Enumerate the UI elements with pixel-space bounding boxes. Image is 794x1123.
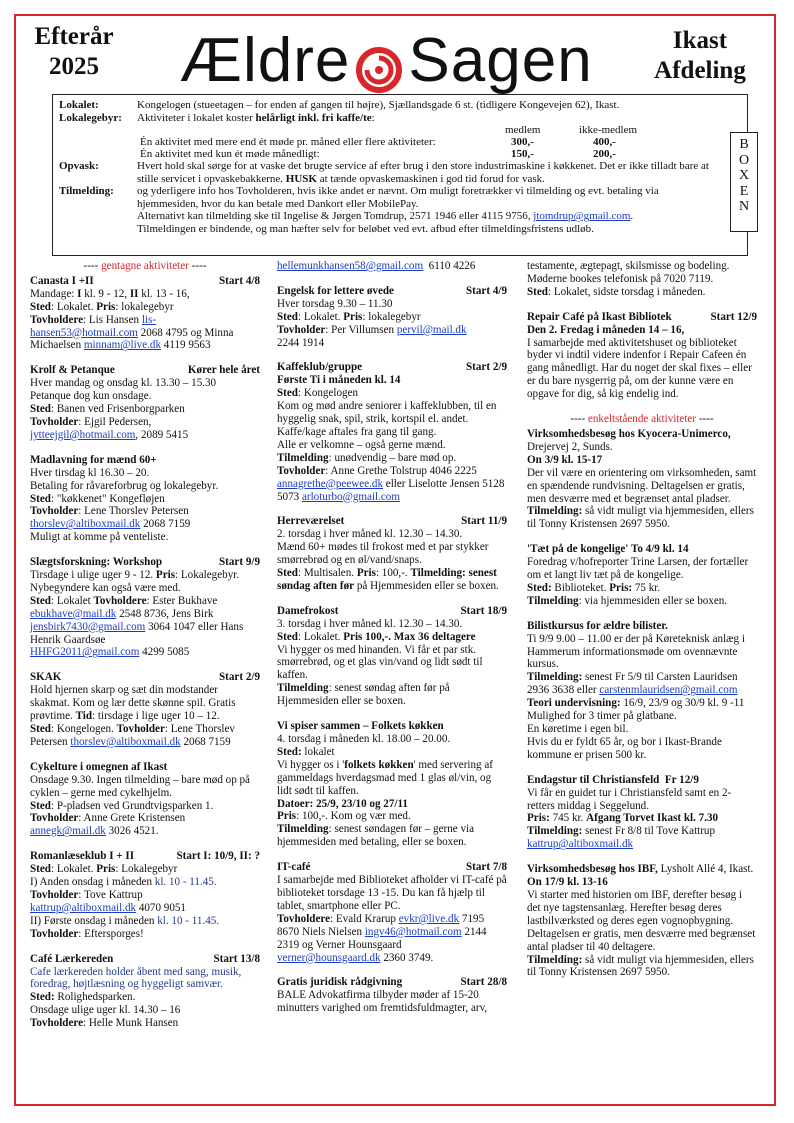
email-link[interactable]: kattrup@altiboxmail.dk: [30, 901, 137, 914]
price-member: 150,-: [511, 148, 534, 160]
column-2: [277, 260, 507, 1027]
price-row-label: Én aktivitet med mere end ét møde pr. måned eller flere aktiviteter:: [140, 136, 436, 148]
branch-word: Afdeling: [654, 57, 746, 84]
logo-text-part1: Ældre: [180, 26, 351, 95]
info-label: Tilmelding:: [59, 185, 114, 197]
activity-it-cafe: IT-café Start 7/8 I samarbejde med Biblioteket afholder vi IT-café på biblioteket torsdage 13 -15. Du kan få hjælp til tablet, smartphone eller PC. Tovholdere: Evald Krarup evkr@live.dk 7195 8670 Niels Nielsen ingv46@hotmail.com 2144 2319 og Verner Hounsgaard verner@hounsgaard.dk 2360 3749.: [277, 861, 507, 964]
email-link[interactable]: arloturbo@gmail.com: [301, 490, 400, 503]
email-link[interactable]: hellemunkhansen58@gmail.com: [277, 260, 424, 272]
info-label: Lokalegebyr:: [59, 111, 122, 124]
info-opvask: [59, 160, 741, 185]
email-link[interactable]: minnam@live.dk: [83, 339, 161, 352]
activity-repair-cafe: Repair Café på Ikast Bibliotek Start 12/9 Den 2. Fredag i måneden 14 – 16, I samarbejde med aktivitetshuset og biblioteket byder vi indtil videre indenfor i Repair Cafeen én gang månedligt. Har du noget der skal fixes – eller er du bare nysgerrig på, om der kunne være en opgave for dig, så kig endelig ind.: [527, 310, 757, 401]
year-text: 2025: [49, 53, 99, 80]
branch-city: Ikast: [672, 27, 728, 54]
season-label: [24, 22, 124, 82]
info-value: Hvert hold skal sørge for at vaske det brugte service af efter brug i den store industrimaskine i køkkenet. Det er ikke tilladt bare at stille servicet i opvaskebakkerne. HUSK at tænde opvaskemaskinen i god tid forud for vask.: [137, 160, 709, 185]
activity-damefrokost: Damefrokost Start 18/9 3. torsdag i hver måned kl. 12.30 – 14.30. Sted: Lokalet. Pris 100,-. Max 36 deltagere Vi hygger os med hinanden. Vi får et par stk. smørrebrød, og et glas vin/vand og lidt sødt til kaffen. Tilmelding: senest søndag aften før på Hjemmesiden eller se boxen.: [277, 604, 507, 708]
activity-christiansfeld: Endagstur til Christiansfeld Fr 12/9 Vi får en guidet tur i Christiansfeld samt en 2-retters middag i Seggelund. Pris: 745 kr. Afgang Torvet Ikast kl. 7.30 Tilmelding: senest Fr 8/8 til Tove Kattrup kattrup@altiboxmail.dk: [527, 773, 732, 851]
activity-cafe-contact: hellemunkhansen58@gmail.com 6110 4226: [277, 260, 476, 272]
column-3: [527, 260, 757, 991]
activity-canasta: Canasta I +II Start 4/8 Mandage: I kl. 9 - 12, II kl. 13 - 16, Sted: Lokalet. Pris: lokalegebyr Tovholdere: Lis Hansen lis-hansen53@hotmail.com 2068 4795 og Minna Michaelsen minnam@live.dk 4119 9563: [30, 274, 260, 352]
price-member: 300,-: [511, 136, 534, 148]
activity-juridisk: Gratis juridisk rådgivning Start 28/8 BALE Advokatfirma tilbyder møder af 15-20 minutters varighed om fremtidsfuldmagter, arv,: [277, 976, 507, 1015]
activity-cykelture: Cykelture i omegnen af Ikast Onsdage 9.30. Ingen tilmelding – bare mød op på cyklen – gerne med cykelhjelm. Sted: P-pladsen ved Grundtvigsparken 1. Tovholder: Anne Grete Kristensen annegk@mail.dk 3026 4521.: [30, 760, 250, 838]
activity-ibf: Virksomhedsbesøg hos IBF, Lysholt Allé 4, Ikast. On 17/9 kl. 13-16 Vi starter med historien om IBF, derefter besøg i det nye tagstensanlæg. Herefter besøg deres lastbilværksted og deres egen vognopbygning. Deltagelsen er gratis, men desværre med begrænset antal pladser til 40 deltagere. Tilmelding: så vidt muligt via hjemmesiden, ellers til Tonny Kristensen 2697 5950.: [527, 863, 756, 979]
email-link[interactable]: lis-hansen53@hotmail.com: [30, 313, 157, 339]
email-link[interactable]: annegk@mail.dk: [30, 825, 106, 838]
activity-kaffeklub: Kaffeklub/gruppe Start 2/9 Første Ti i måneden kl. 14 Sted: Kongelogen Kom og mød andre seniorer i kaffeklubben, til en hyggelig snak, spil, strik, kortspil el. andet. Kaffe/kage aftales fra gang til gang. Alle er velkomne – også gerne mænd. Tilmelding: unødvendig – bare mød op. Tovholder: Anne Grethe Tolstrup 4046 2225 annagrethe@peewee.dk eller Liselotte Jensen 5128 5073 arloturbo@gmail.com: [277, 361, 507, 503]
email-link[interactable]: ebukhave@mail.dk: [30, 607, 117, 620]
email-link[interactable]: jensbirk7430@gmail.com: [30, 620, 146, 633]
info-value: og yderligere info hos Tovholderen, hvis ikke andet er nævnt. Om muligt foretrækker vi tilmelding og evt. betaling via hjemmesiden, hvor du kan betale med Dankort eller MobilePay. Alternativt kan tilmelding ske til Ingelise & Jørgen Tomdrup, 2571 1946 eller 4115 9756, jtomdrup@gmail.com. Tilmeldingen er bindende, og man hæfter selv for beløbet ved evt. afbud efter tilmeldingsfristens udløb.: [137, 185, 659, 235]
activity-kyocera: Virksomhedsbesøg hos Kyocera-Unimerco, Drejervej 2, Sunds. On 3/9 kl. 15-17 Der vil være en orientering om virksomheden, samt en spændende rundvisning. Deltagelsen er gratis, men desværre med et begrænset antal pladser. Tilmelding: så vidt muligt via hjemmesiden, ellers til Tonny Kristensen 2697 5950.: [527, 427, 757, 531]
email-link[interactable]: jytteejgil@hotmail.com: [30, 428, 136, 441]
activity-cafe-laerkereden: Café Lærkereden Start 13/8 Cafe lærkereden holder åbent med sang, musik, foredrag, højtlæsning og hyggeligt samvær. Sted: Rolighedsparken. Onsdage ulige uger kl. 14.30 – 16 Tovholdere: Helle Munk Hansen: [30, 952, 260, 1030]
email-link[interactable]: thorslev@altiboxmail.dk: [70, 735, 181, 748]
email-link[interactable]: jtomdrup@gmail.com: [533, 210, 631, 222]
section-heading-recurring: ---- gentagne aktiviteter ----: [83, 260, 207, 272]
price-header-nonmember: ikke-medlem: [579, 124, 638, 136]
info-lokalet: [59, 99, 741, 112]
activity-taet-paa-kongelige: 'Tæt på de kongelige' To 4/9 kl. 14 Foredrag v/hofreporter Trine Larsen, der fortæller om et langt liv tæt på de kongelige. Sted: Biblioteket. Pris: 75 kr. Tilmelding: via hjemmesiden eller se boxen.: [527, 543, 749, 607]
activity-slaegtsforskning: Slægtsforskning: Workshop Start 9/9 Tirsdage i ulige uger 9 - 12. Pris: Lokalegebyr. Nybegyndere kan også være med. Sted: Lokalet Tovholdere: Ester Bukhave ebukhave@mail.dk 2548 8736, Jens Birk jensbirk7430@gmail.com 3064 1047 eller Hans Henrik Gaardsøe HHFG2011@gmail.com 4299 5085: [30, 556, 260, 659]
section-heading-single: ---- enkeltstående aktiviteter ----: [570, 413, 714, 426]
aeldre-sagen-logo: [180, 26, 593, 96]
activity-herrevaerelset: Herreværelset Start 11/9 2. torsdag i hver måned kl. 12.30 – 14.30. Mænd 60+ mødes til frokost med et par stykker smørrebrød og en øl/vand/snaps. Sted: Multisalen. Pris: 100,-. Tilmelding: senest søndag aften før på Hjemmesiden eller se boxen.: [277, 515, 507, 592]
logo-text-part2: Sagen: [408, 26, 593, 95]
price-header-member: medlem: [505, 124, 541, 136]
email-link[interactable]: pervil@mail.dk: [396, 323, 467, 336]
email-link[interactable]: kattrup@altiboxmail.dk: [527, 838, 634, 851]
email-link[interactable]: verner@hounsgaard.dk: [277, 951, 381, 964]
price-nonmember: 400,-: [593, 136, 616, 148]
email-link[interactable]: HHFG2011@gmail.com: [30, 646, 140, 659]
info-value: Aktiviteter i lokalet koster helårligt inkl. fri kaffe/te:: [137, 111, 375, 124]
branch-label: [640, 26, 760, 86]
activity-krolf: Krolf & Petanque Kører hele året Hver mandag og onsdag kl. 13.30 – 15.30 Petanque dog kun onsdage. Sted: Banen ved Frisenborgparken Tovholder: Ejgil Pedersen, jytteejgil@hotmail.com, 2089 5415: [30, 364, 260, 441]
activity-bilistkursus: Bilistkursus for ældre bilister. Ti 9/9 9.00 – 11.00 er der på Køreteknisk anlæg i Hammerum informationsmøde om ovennævnte kursus. Tilmelding: senest Fr 5/9 til Carsten Lauridsen 2936 3638 eller carstenmlauridsen@gmail.com Teori undervisning: 16/9, 23/9 og 30/9 kl. 9 -11 Mulighed for 3 timer på glatbane. En køretime i egen bil. Hvis du er fyldt 65 år, og bor i Ikast-Brande kommune er prisen 500 kr.: [527, 619, 745, 761]
column-1: [30, 260, 260, 1042]
email-link[interactable]: annagrethe@peewee.dk: [277, 477, 383, 490]
season-text: Efterår: [34, 23, 114, 50]
email-link[interactable]: evkr@live.dk: [398, 912, 460, 925]
price-table: [59, 124, 741, 160]
activity-romanlaeseklub: Romanlæseklub I + II Start I: 10/9, II: ? Sted: Lokalet. Pris: Lokalegebyr I) Anden onsdag i måneden kl. 10 - 11.45. Tovholder: Tove Kattrup kattrup@altiboxmail.dk 4070 9051 II) Første onsdag i måneden kl. 10 - 11.45. Tovholder: Eftersporges!: [30, 850, 260, 940]
boxen-label: B O X E N: [730, 132, 758, 232]
logo-ring-icon: [356, 38, 402, 84]
email-link[interactable]: carstenmlauridsen@gmail.com: [599, 684, 738, 697]
activity-skak: SKAK Start 2/9 Hold hjernen skarp og sæt din modstander skakmat. Kom og lær dette skønne spil. Gratis prøvtime. Tid: tirsdage i lige uger 10 – 12. Sted: Kongelogen. Tovholder: Lene Thorslev Petersen thorslev@altiboxmail.dk 2068 7159: [30, 671, 260, 748]
price-nonmember: 200,-: [593, 148, 616, 160]
info-value: Kongelogen (stueetagen – for enden af gangen til højre), Sjællandsgade 6 st. (tidligere Kongevejen 62), Ikast.: [137, 99, 620, 111]
price-row-label: Én aktivitet med kun ét møde månedligt:: [140, 148, 320, 160]
email-link[interactable]: thorslev@altiboxmail.dk: [30, 518, 141, 531]
activity-engelsk: Engelsk for lettere øvede Start 4/9 Hver torsdag 9.30 – 11.30 Sted: Lokalet. Pris: lokalegebyr Tovholder: Per Villumsen pervil@mail.dk 2244 1914: [277, 284, 507, 349]
activity-madlavning: Madlavning for mænd 60+ Hver tirsdag kl 16.30 – 20. Betaling for råvareforbrug og lokalegebyr. Sted: "køkkenet" Kongefløjen Tovholder: Lene Thorslev Petersen thorslev@altiboxmail.dk 2068 7159 Muligt at komme på venteliste.: [30, 453, 219, 544]
activity-juridisk-cont: testamente, ægtepagt, skilsmisse og bodeling. Møderne bookes telefonisk på 7020 7119. Sted: Lokalet, sidste torsdag i måneden.: [527, 260, 730, 298]
info-box: [52, 94, 748, 256]
email-link[interactable]: ingv46@hotmail.com: [364, 925, 462, 938]
activity-folkets-koekken: Vi spiser sammen – Folkets køkken 4. torsdag i måneden kl. 18.00 – 20.00. Sted: lokalet Vi hygger os i 'folkets køkken' med servering af gammeldags hverdagsmad med 1 glas øl/vin, og lidt sødt til kaffen. Datoer: 25/9, 23/10 og 27/11 Pris: 100,-. Kom og vær med. Tilmelding: senest søndagen før – gerne via hjemmesiden med betaling, eller se boxen.: [277, 720, 493, 849]
info-tilmelding: [59, 185, 741, 235]
info-label: Opvask:: [59, 160, 99, 172]
info-lokalegebyr: [59, 112, 741, 125]
info-label: Lokalet:: [59, 99, 99, 111]
